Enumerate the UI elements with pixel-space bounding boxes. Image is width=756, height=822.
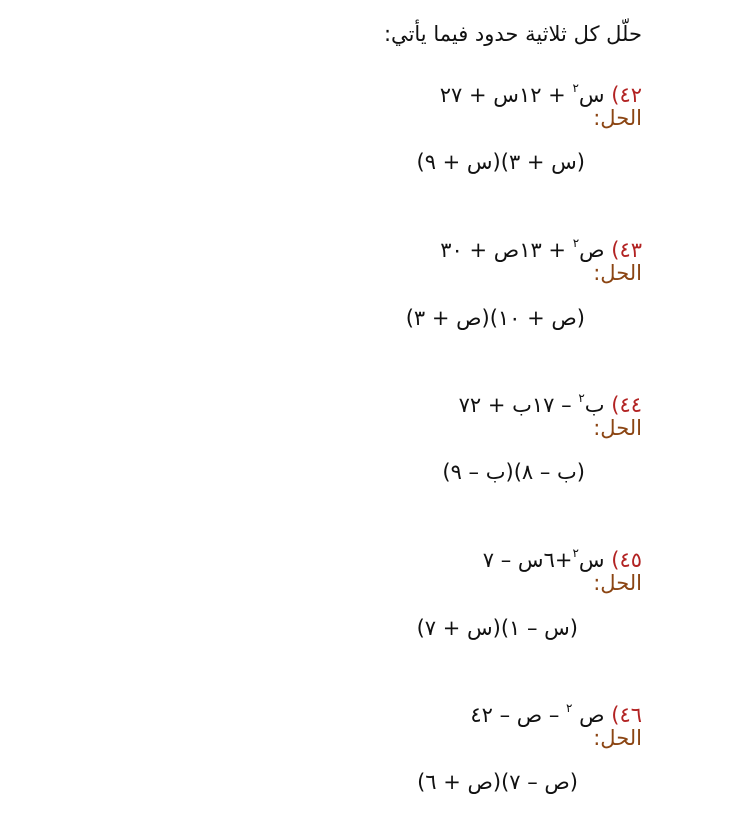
solution-label: الحل: — [593, 261, 642, 285]
expression-base: س — [578, 83, 605, 107]
problem-number: ٤٣) — [611, 238, 642, 262]
exponent: ٢ — [572, 546, 579, 560]
problem-number: ٤٢) — [611, 83, 642, 107]
expression-rest: + ١٢س + ٢٧ — [439, 83, 573, 107]
solution-label: الحل: — [593, 416, 642, 440]
exponent: ٢ — [572, 236, 580, 250]
expression-base: ص — [579, 238, 605, 262]
solution-answer: (س + ٣)(س + ٩) — [416, 150, 585, 174]
expression-rest: +٦س – ٧ — [482, 548, 573, 572]
solution-label: الحل: — [593, 726, 642, 750]
exponent: ٢ — [572, 81, 579, 95]
exponent: ٢ — [578, 391, 585, 405]
expression-rest: – ص – ٤٢ — [470, 703, 567, 727]
expression-base: س — [578, 548, 605, 572]
solution-label: الحل: — [593, 571, 642, 595]
page-title: حلّل كل ثلاثية حدود فيما يأتي: — [383, 22, 642, 46]
solution-label: الحل: — [593, 106, 642, 130]
problem-number: ٤٦) — [611, 703, 642, 727]
expression-base: ص — [572, 703, 605, 727]
solution-answer: (ب – ٨)(ب – ٩) — [442, 460, 585, 484]
exponent: ٢ — [566, 701, 573, 715]
solution-answer: (ص + ١٠)(ص + ٣) — [405, 306, 585, 330]
expression-rest: – ١٧ب + ٧٢ — [458, 393, 579, 417]
solution-answer: (س – ١)(س + ٧) — [416, 616, 578, 640]
problem-number: ٤٤) — [611, 393, 642, 417]
problem-number: ٤٥) — [611, 548, 642, 572]
expression-rest: + ١٣ص + ٣٠ — [440, 238, 573, 262]
solution-answer: (ص – ٧)(ص + ٦) — [417, 770, 578, 794]
expression-base: ب — [584, 393, 605, 417]
